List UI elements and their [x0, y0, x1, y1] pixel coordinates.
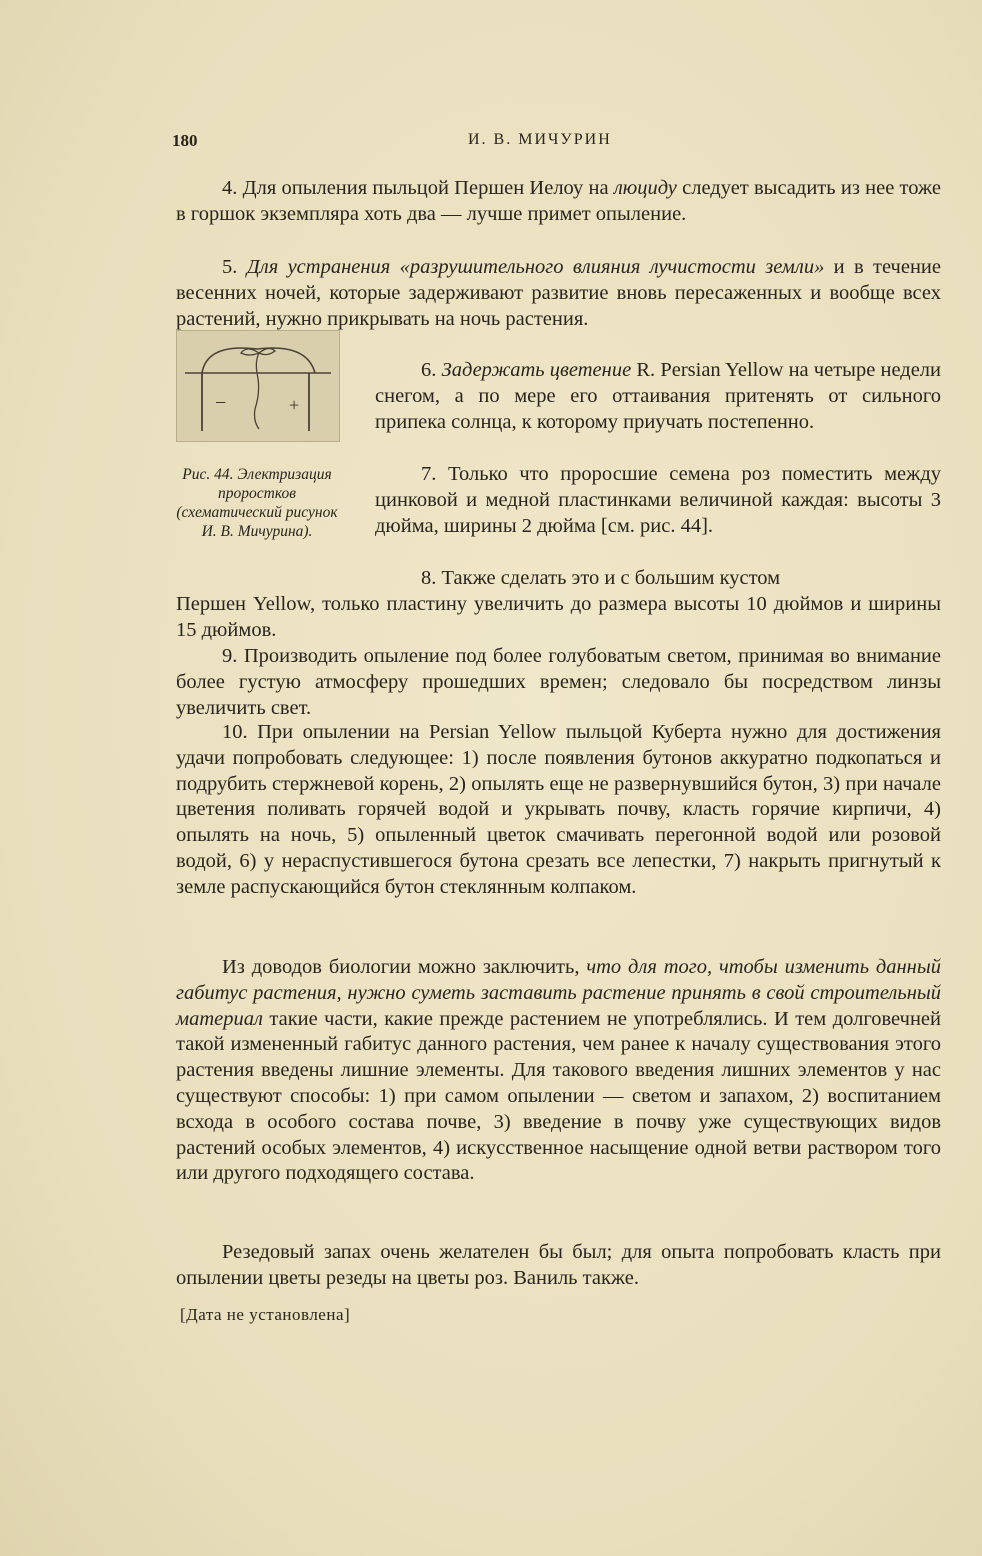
electrization-sketch	[177, 331, 339, 441]
page-header	[0, 131, 982, 153]
minus-sign: −	[215, 392, 227, 414]
paragraph-9: 9. Производить опыление под более голубоватым светом, принимая во внимание более густую атмосферу прошедших времен; следовало бы посредством линзы увеличить свет.	[176, 645, 941, 719]
paragraph-reseda: Резедовый запах очень желателен бы был; для опыта попробовать класть при опылении цветы резеды на цветы роз. Ваниль также.	[176, 1241, 941, 1289]
date-note: [Дата не установлена]	[180, 1305, 351, 1324]
plus-sign: +	[289, 395, 300, 415]
paragraph-8-continued: Першен Yellow, только пластину увеличить до размера высоты 10 дюймов и ширины 15 дюймов.	[176, 593, 941, 641]
paragraph-7: 7. Только что проросшие семена роз поместить между цинковой и медной пластинками величиной каждая: высоты 3 дюйма, ширины 2 дюйма [см. рис. 44].	[375, 463, 941, 537]
page-number: 180	[172, 131, 198, 150]
paragraph-conclusion: Из доводов биологии можно заключить, что для того, чтобы изменить данный габитус растения, нужно суметь заставить растение принять в свой строительный материал такие части, какие прежде растением не употреблялись. И тем долговечней такой измененный габитус данного растения, чем ранее к началу существования этого растения введены лишние элементы. Для такового введения лишних элементов у нас существуют способы: 1) при самом опылении — светом и запахом, 2) воспитанием всхода в особого состава почве, 3) введение в почву уже существующих видов растений особых элементов, 4) искусственное насыщение одной ветви раствором того или другого подходящего состава.	[176, 956, 941, 1185]
paragraph-6: 6. Задержать цветение R. Persian Yellow на четыре недели снегом, а по мере его оттаивания притенять от сильного припека солнца, к которому приучать постепенно.	[375, 359, 942, 433]
figure-44	[176, 330, 340, 442]
paragraph-5-start: 5. Для устранения «разрушительного влияния лучистости земли» и в течение весенних ночей, которые задерживают развитие вновь пересаженных и вообще всех растений, нужно прикрывать на ночь растения.	[176, 256, 942, 330]
running-head: И. В. МИЧУРИН	[468, 131, 612, 148]
paragraph-4: 4. Для опыления пыльцой Першен Иелоу на люциду следует высадить из нее тоже в горшок экземпляра хоть два — лучше примет опыление.	[176, 177, 941, 225]
paragraph-8-start: 8. Также сделать это и с большим кустом	[421, 567, 781, 589]
figure-caption: Рис. 44. Электризация проростков (схематический рисунок И. В. Мичурина).	[176, 466, 338, 540]
paragraph-10: 10. При опылении на Persian Yellow пыльцой Куберта нужно для достижения удачи попробовать следующее: 1) после появления бутонов аккуратно подкопаться и подрубить стержневой корень, 2) опылять еще не развернувшийся бутон, 3) при начале цветения поливать горячей водой и укрывать почву, класть горячие кирпичи, 4) опылять на ночь, 5) опыленный цветок смачивать перегонной водой или розовой водой, 6) у нераспустившегося бутона срезать все лепестки, 7) накрыть пригнутый к земле распускающийся бутон стеклянным колпаком.	[176, 721, 941, 898]
